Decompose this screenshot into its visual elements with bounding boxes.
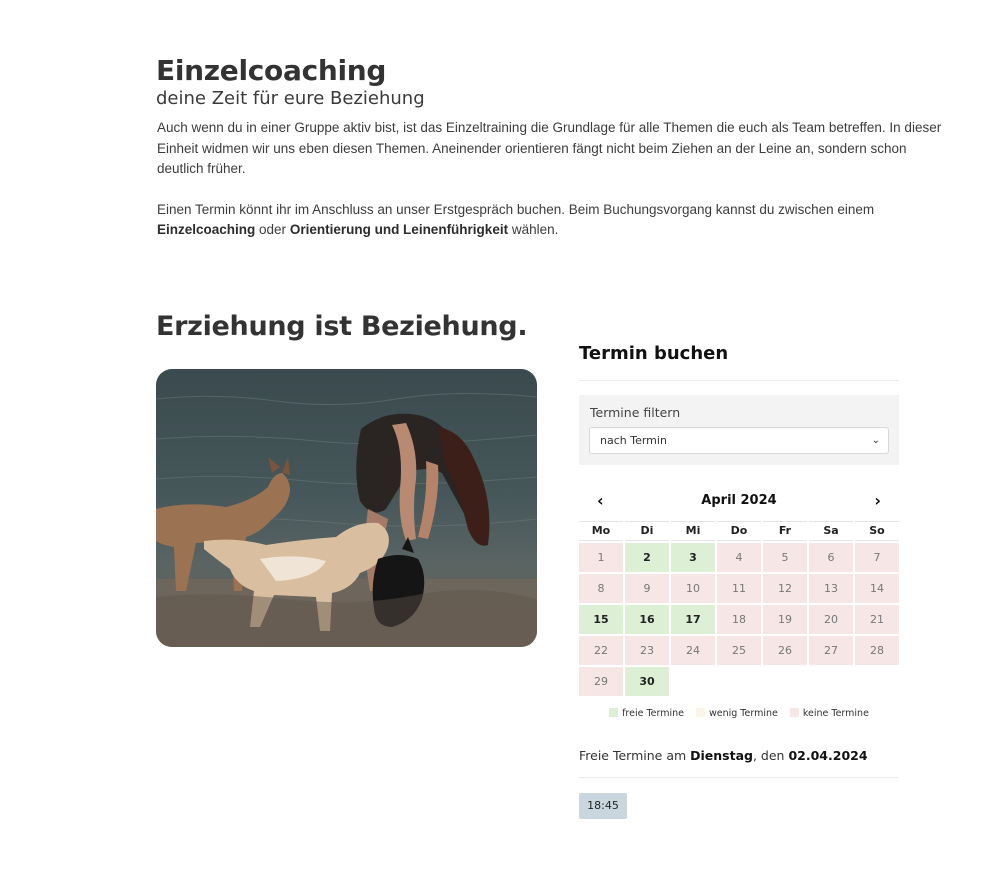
calendar-day-6: 6 bbox=[809, 543, 853, 572]
calendar-day-13: 13 bbox=[809, 574, 853, 603]
calendar-day-18: 18 bbox=[717, 605, 761, 634]
weekday-header: So bbox=[855, 521, 899, 541]
calendar-day-30[interactable]: 30 bbox=[625, 667, 669, 696]
calendar-day-17[interactable]: 17 bbox=[671, 605, 715, 634]
calendar-header bbox=[579, 487, 899, 517]
filter-select-value: nach Termin bbox=[600, 434, 667, 447]
calendar-day-22: 22 bbox=[579, 636, 623, 665]
calendar-day-4: 4 bbox=[717, 543, 761, 572]
calendar-day-12: 12 bbox=[763, 574, 807, 603]
calendar-day-1: 1 bbox=[579, 543, 623, 572]
legend-label: keine Termine bbox=[802, 708, 869, 719]
page-subtitle: deine Zeit für eure Beziehung bbox=[156, 88, 425, 109]
calendar-month: April 2024 bbox=[701, 493, 777, 508]
legend-item bbox=[790, 708, 869, 719]
free-slots-prefix: Freie Termine am bbox=[579, 748, 691, 763]
calendar-day-28: 28 bbox=[855, 636, 899, 665]
calendar-legend bbox=[579, 708, 899, 719]
free-slots-day: Dienstag bbox=[690, 748, 753, 763]
calendar-day-16[interactable]: 16 bbox=[625, 605, 669, 634]
calendar-day-14: 14 bbox=[855, 574, 899, 603]
booking-title: Termin buchen bbox=[579, 343, 729, 364]
weekday-header: Fr bbox=[763, 521, 807, 541]
weekday-header: Sa bbox=[809, 521, 853, 541]
legend-swatch bbox=[609, 708, 618, 717]
calendar-grid bbox=[579, 521, 899, 696]
calendar-day-20: 20 bbox=[809, 605, 853, 634]
weekday-header: Do bbox=[717, 521, 761, 541]
calendar-day-11: 11 bbox=[717, 574, 761, 603]
calendar-day-21: 21 bbox=[855, 605, 899, 634]
free-slots-date: 02.04.2024 bbox=[788, 748, 868, 763]
weekday-header: Mi bbox=[671, 521, 715, 541]
calendar-day-19: 19 bbox=[763, 605, 807, 634]
chevron-left-icon[interactable]: ‹ bbox=[597, 491, 604, 510]
calendar-day-9: 9 bbox=[625, 574, 669, 603]
time-slot-button[interactable]: 18:45 bbox=[579, 793, 627, 819]
booking-widget bbox=[579, 338, 899, 819]
calendar-day-24: 24 bbox=[671, 636, 715, 665]
legend-swatch bbox=[696, 708, 705, 717]
chevron-right-icon[interactable]: › bbox=[874, 491, 881, 510]
calendar-day-5: 5 bbox=[763, 543, 807, 572]
filter-box bbox=[579, 395, 899, 465]
calendar-day-15[interactable]: 15 bbox=[579, 605, 623, 634]
intro-text-2: oder bbox=[255, 222, 290, 237]
filter-select[interactable] bbox=[589, 427, 889, 454]
photo-illustration bbox=[156, 369, 537, 647]
intro-paragraph-2 bbox=[157, 200, 946, 241]
legend-item bbox=[696, 708, 778, 719]
intro-bold-orientierung: Orientierung und Leinenführigkeit bbox=[289, 222, 509, 237]
calendar-day-29: 29 bbox=[579, 667, 623, 696]
calendar-day-7: 7 bbox=[855, 543, 899, 572]
calendar-day-26: 26 bbox=[763, 636, 807, 665]
calendar-day-23: 23 bbox=[625, 636, 669, 665]
page-title: Einzelcoaching bbox=[156, 54, 387, 87]
section-title: Erziehung ist Beziehung. bbox=[156, 311, 528, 342]
divider bbox=[579, 380, 899, 381]
free-slots-heading bbox=[579, 747, 899, 765]
intro-paragraph-1: Auch wenn du in einer Gruppe aktiv bist, ist das Einzeltraining die Grundlage für alle Themen die euch als Team betreffen. In dieser Einheit widmen wir uns eben diesen Themen. Aneinender orientieren fängt nicht beim Ziehen an der Leine an, sondern schon deutlich früher. bbox=[157, 120, 942, 176]
filter-label: Termine filtern bbox=[590, 405, 681, 420]
intro-text-1: Einen Termin könnt ihr im Anschluss an unser Erstgespräch buchen. Beim Buchungsvorgang kannst du zwischen einem bbox=[157, 201, 875, 217]
intro-section bbox=[156, 54, 946, 241]
calendar-day-8: 8 bbox=[579, 574, 623, 603]
weekday-header: Di bbox=[625, 521, 669, 541]
time-slots bbox=[579, 778, 899, 819]
dog-training-photo bbox=[156, 369, 537, 647]
weekday-header: Mo bbox=[579, 521, 623, 541]
calendar-day-2[interactable]: 2 bbox=[625, 543, 669, 572]
legend-label: wenig Termine bbox=[708, 708, 778, 719]
calendar-day-10: 10 bbox=[671, 574, 715, 603]
calendar-day-27: 27 bbox=[809, 636, 853, 665]
legend-item bbox=[609, 708, 684, 719]
legend-swatch bbox=[790, 708, 799, 717]
intro-bold-einzelcoaching: Einzelcoaching bbox=[157, 222, 256, 237]
legend-label: freie Termine bbox=[622, 708, 684, 719]
free-slots-mid: , den bbox=[752, 748, 789, 763]
calendar-day-3[interactable]: 3 bbox=[671, 543, 715, 572]
chevron-down-icon: ⌄ bbox=[871, 435, 880, 446]
calendar-day-25: 25 bbox=[717, 636, 761, 665]
intro-text-3: wählen. bbox=[508, 222, 559, 237]
